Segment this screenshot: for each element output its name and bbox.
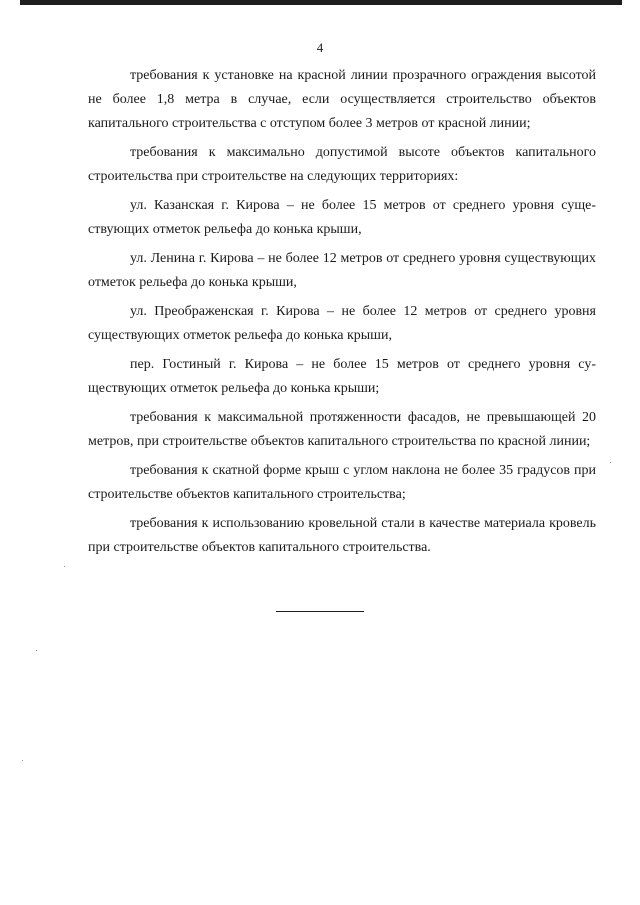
- paragraph-height-requirements: требования к максимально допустимой высоте объектов капитального строительства при строительстве на следующих территориях:: [88, 145, 596, 184]
- scan-speck: [36, 650, 37, 651]
- paragraph-roofing-steel: требования к использованию кровельной стали в качестве материала кровель при строительстве объектов капитального строительства.: [88, 516, 596, 555]
- end-of-text-line: [276, 611, 364, 612]
- page-number: 4: [316, 40, 324, 55]
- scan-speck: [610, 462, 611, 463]
- paragraph-fence-requirements: требования к установке на красной линии прозрачного ограждения высотой не более 1,8 метра в случае, если осуществляется строительство объектов капитального строительства с отступом более 3 метров от красной линии;: [88, 68, 596, 131]
- paragraph-preobrazhenskaya-street: ул. Преображенская г. Кирова – не более 12 метров от среднего уровня существующих отметок рельефа до конька крыши,: [88, 304, 596, 343]
- document-body: [88, 64, 596, 565]
- paragraph-lenina-street: ул. Ленина г. Кирова – не более 12 метров от среднего уровня существующих отметок рельефа до конька крыши,: [88, 251, 596, 290]
- paragraph-roof-slope: требования к скатной форме крыш с углом наклона не более 35 градусов при строительстве объектов капитального строительства;: [88, 463, 596, 502]
- scan-speck: [64, 566, 65, 567]
- paragraph-gostiny-lane: пер. Гостиный г. Кирова – не более 15 метров от среднего уровня существующих отметок рельефа до конька крыши;: [88, 357, 596, 396]
- paragraph-facade-length: требования к максимальной протяженности фасадов, не превышающей 20 метров, при строительстве объектов капитального строительства по красной линии;: [88, 410, 596, 449]
- paragraph-kazanskaya-street: ул. Казанская г. Кирова – не более 15 метров от среднего уровня существующих отметок рельефа до конька крыши,: [88, 198, 596, 237]
- scan-speck: [22, 760, 23, 761]
- top-border-line: [20, 0, 622, 5]
